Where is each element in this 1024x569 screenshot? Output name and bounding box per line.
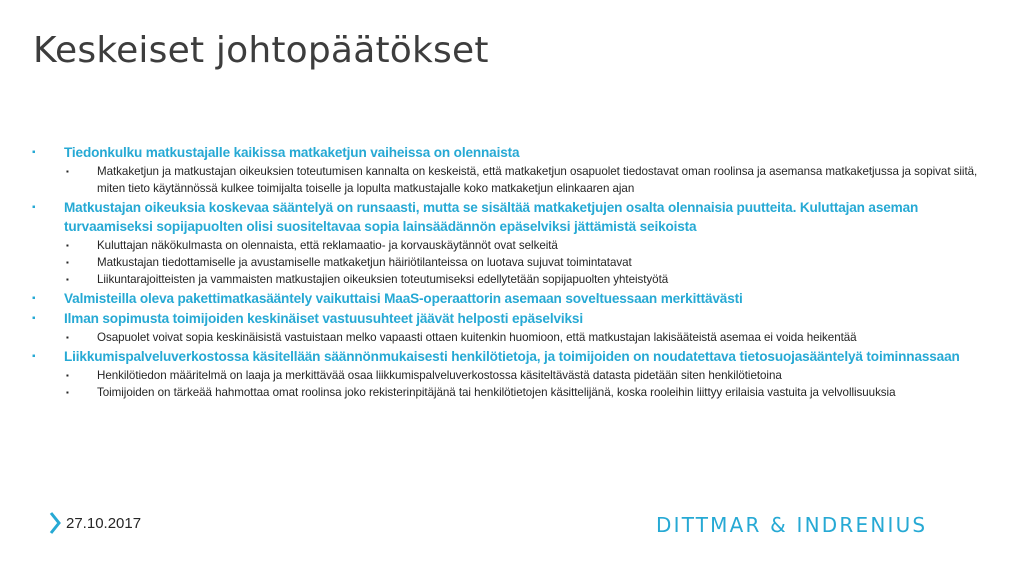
sub-point-text: Henkilötiedon määritelmä on laaja ja merkittävää osaa liikkumispalveluverkostossa käsiteltävästä datasta pidetään siten henkilötietoina [97, 369, 782, 382]
sub-point [30, 237, 995, 254]
square-bullet-icon: ▪ [32, 351, 36, 362]
main-point-text: Valmisteilla oleva pakettimatkasääntely vaikuttaisi MaaS-operaattorin asemaan soveltuessaan merkittävästi [64, 291, 743, 306]
square-bullet-icon: ▪ [66, 241, 69, 250]
main-point-text: Liikkumispalveluverkostossa käsitellään säännönmukaisesti henkilötietoja, ja toimijoiden on noudatettava tietosuojasääntelyä toiminnassaan [64, 349, 960, 364]
sub-point [30, 254, 995, 271]
sub-point-text: Kuluttajan näkökulmasta on olennaista, että reklamaatio- ja korvauskäytännöt ovat selkeitä [97, 239, 558, 252]
sub-point-text: Toimijoiden on tärkeää hahmottaa omat roolinsa joko rekisterinpitäjänä tai henkilötietojen käsittelijänä, koska rooleihin liittyy erilaisia vastuita ja velvollisuuksia [97, 386, 896, 399]
bullet-list [30, 143, 995, 402]
main-point-text: Ilman sopimusta toimijoiden keskinäiset vastuusuhteet jäävät helposti epäselviksi [64, 311, 583, 326]
main-point-text: Tiedonkulku matkustajalle kaikissa matkaketjun vaiheissa on olennaista [64, 145, 520, 160]
square-bullet-icon: ▪ [66, 371, 69, 380]
sub-point [30, 367, 995, 384]
square-bullet-icon: ▪ [66, 258, 69, 267]
square-bullet-icon: ▪ [32, 293, 36, 304]
sub-point-text: Matkustajan tiedottamiselle ja avustamiselle matkaketjun häiriötilanteissa on luotava sujuvat toimintatavat [97, 256, 632, 269]
footer-date [48, 510, 141, 536]
main-point [30, 289, 995, 308]
square-bullet-icon: ▪ [66, 388, 69, 397]
sub-point-list [30, 163, 995, 197]
square-bullet-icon: ▪ [66, 275, 69, 284]
sub-point-text: Liikuntarajoitteisten ja vammaisten matkustajien oikeuksien toteutumiseksi edellytetään sopijapuolten yhteistyötä [97, 273, 669, 286]
main-point [30, 347, 995, 366]
main-point-text: Matkustajan oikeuksia koskevaa sääntelyä on runsaasti, mutta se sisältää matkaketjujen osalta olennaisia puutteita. Kuluttajan aseman turvaamiseksi sopijapuolten olisi suositeltavaa sopia lainsäädännön epäselviksi jättämistä seikoista [64, 200, 919, 234]
slide-title: Keskeiset johtopäätökset [33, 30, 489, 71]
sub-point-text: Matkaketjun ja matkustajan oikeuksien toteutumisen kannalta on keskeistä, että matkaketjun osapuolet tiedostavat oman roolinsa ja asemansa matkaketjussa ja sopivat siitä, miten tieto käytännössä kulkee toimijalta toiselle ja lopulta matkustajalle koko matkaketjun elinkaaren ajan [97, 165, 978, 195]
chevron-right-icon [48, 510, 62, 536]
main-point [30, 198, 995, 236]
sub-point [30, 384, 995, 401]
sub-point-list [30, 367, 995, 401]
square-bullet-icon: ▪ [66, 167, 69, 176]
company-logo: DITTMAR & INDRENIUS [656, 513, 928, 537]
square-bullet-icon: ▪ [32, 313, 36, 324]
sub-point-text: Osapuolet voivat sopia keskinäisistä vastuistaan melko vapaasti ottaen kuitenkin huomioon, että matkustajan lakisääteistä asemaa ei voida heikentää [97, 331, 857, 344]
sub-point-list [30, 237, 995, 288]
sub-point [30, 163, 995, 197]
main-point [30, 143, 995, 162]
square-bullet-icon: ▪ [32, 147, 36, 158]
main-point [30, 309, 995, 328]
sub-point [30, 271, 995, 288]
sub-point-list [30, 329, 995, 346]
square-bullet-icon: ▪ [66, 333, 69, 342]
date-text: 27.10.2017 [66, 514, 142, 532]
square-bullet-icon: ▪ [32, 202, 36, 213]
sub-point [30, 329, 995, 346]
